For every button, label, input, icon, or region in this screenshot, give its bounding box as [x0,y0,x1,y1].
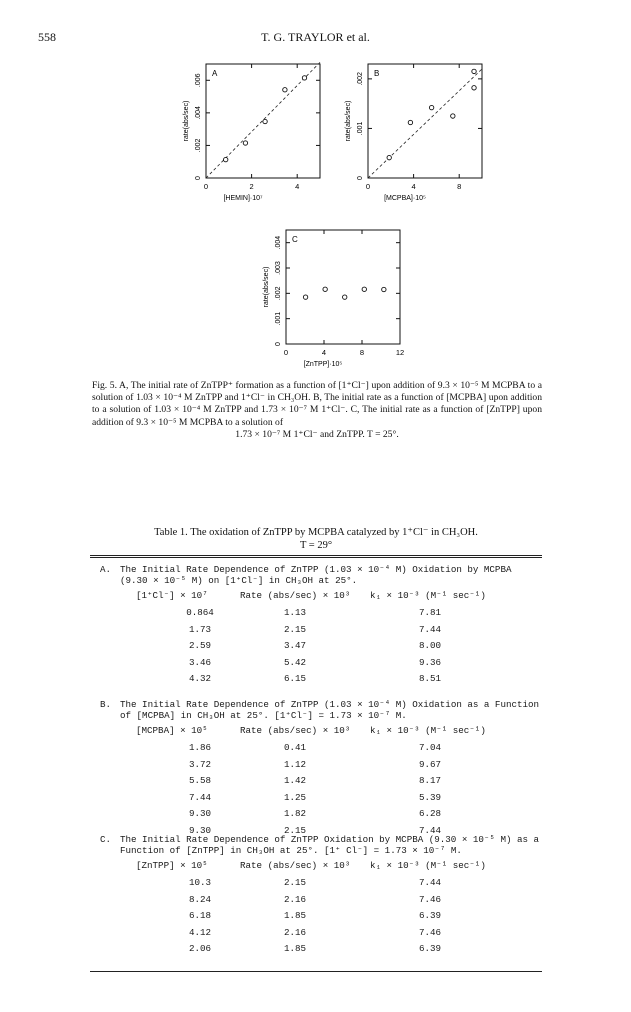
fit-line [368,69,482,178]
table-cell: 5.42 [283,656,307,668]
x-axis-label: [ZnTPP]·10⁵ [303,361,343,368]
chart-panel_b [345,64,482,202]
section-letter: B. [100,699,112,710]
table-cell: 1.42 [283,775,307,786]
data-point [263,119,267,123]
table-cell: 7.44 [418,877,442,888]
table-cell: 6.15 [283,673,307,684]
table-cell: 4.32 [188,673,212,684]
table-cell: 10.3 [188,877,212,888]
table-cell: 6.39 [418,910,442,921]
x-tick-label: 2 [249,182,254,191]
column-header: Rate (abs/sec) × 10³ [240,725,351,736]
table-cell: 2.06 [188,943,212,954]
data-point [223,157,227,161]
table-cell: 2.16 [283,926,307,938]
table-title: Table 1. The oxidation of ZnTPP by MCPBA catalyzed by 1⁺Cl⁻ in CH₃OH. [154,527,478,538]
table-cell: 7.44 [418,623,442,635]
table-cell: 9.30 [188,808,212,819]
x-tick-label: 0 [283,348,289,357]
x-tick-label: 8 [359,348,365,357]
table-cell: 1.25 [283,791,307,803]
section-heading: The Initial Rate Dependence of ZnTPP (1.03 × 10⁻⁴ M) Oxidation as a Function of [MCPBA] in CH₃OH at 25°. [1⁺Cl⁻] = 1.73 × 10⁻⁷ M. [120,699,540,721]
section-heading: The Initial Rate Dependence of ZnTPP (1.03 × 10⁻⁴ M) Oxidation by MCPBA (9.30 × 10⁻⁵ M) on [1⁺Cl⁻] in CH₃OH at 25°. [120,564,512,586]
y-tick-label: .001 [275,311,282,326]
plot-frame [286,230,400,344]
table-cell: 2.16 [283,893,307,905]
table-cell: 2.15 [283,877,307,888]
table-cell: 7.04 [418,742,442,753]
y-tick-label: 0 [275,342,282,346]
y-axis-label: rate(abs/sec) [263,266,270,308]
table-cell: 1.86 [188,742,212,753]
table-cell: 0.864 [186,607,214,618]
data-point [451,114,455,118]
table-cell: 7.46 [418,926,442,938]
table-cell: 2.59 [188,640,212,651]
chart-panel_a [183,62,320,202]
table-cell: 3.47 [283,640,307,651]
table-top-rule-2 [90,557,542,558]
y-tick-label: .002 [357,72,364,86]
y-tick-label: 0 [195,176,202,180]
table-cell: 5.58 [188,775,212,786]
table-cell: 1.85 [283,910,307,921]
table-cell: 6.39 [418,943,442,954]
data-point [302,76,306,80]
table-cell: 4.12 [188,926,212,938]
column-header: Rate (abs/sec) × 10³ [240,590,351,601]
table-cell: 9.36 [418,656,442,668]
table-cell: 7.44 [188,791,212,803]
table-subtitle: T = 29° [299,540,333,551]
table-cell: 5.39 [418,791,442,803]
table-cell: 7.46 [418,893,442,905]
y-tick-label: .003 [275,261,282,275]
figure-caption [92,380,542,441]
x-tick-label: 4 [295,182,300,191]
table-cell: 8.00 [418,640,442,651]
table-cell: 7.44 [418,824,442,836]
data-point [303,295,307,299]
table-cell: 8.24 [188,893,212,905]
table-cell: 1.12 [283,758,307,770]
column-header: [ZnTPP] × 10⁵ [136,860,208,871]
table-bottom-rule [90,971,542,972]
x-axis-label: [HEMIN]·10⁷ [223,195,263,202]
table-cell: 6.28 [418,808,442,819]
caption-last-line: 1.73 × 10⁻⁷ M 1⁺Cl⁻ and ZnTPP. T = 25°. [235,428,399,440]
table-cell: 2.15 [283,824,307,836]
y-tick-label: .002 [275,286,282,301]
y-tick-label: .002 [195,138,202,153]
table-cell: 9.30 [188,824,212,836]
data-point [387,155,391,159]
y-axis-label: rate(abs/sec) [183,100,190,142]
caption-text: Fig. 5. A, The initial rate of ZnTPP⁺ formation as a function of [1⁺Cl⁻] upon addition of 9.3 × 10⁻⁵ M MCPBA to a solution of 1.03 × 10⁻⁴ M ZnTPP and 1⁺Cl⁻ in CH₃OH. B, The initial rate as a function of [MCPBA] upon addition to a solution of 1.03 × 10⁻⁴ M ZnTPP and 1.73 × 10⁻⁷ M 1⁺Cl⁻. C, The initial rate as a function of [ZnTPP] upon addition of 9.3 × 10⁻⁵ M MCPBA to a solution of [92,380,542,428]
data-point [408,120,412,124]
table-cell: 6.18 [188,910,212,921]
column-header: [1⁺Cl⁻] × 10⁷ [136,590,208,601]
column-header: k₁ × 10⁻³ (M⁻¹ sec⁻¹) [370,725,486,736]
table-cell: 3.72 [188,758,212,770]
y-tick-label: .004 [195,106,202,120]
x-tick-label: 4 [321,348,327,357]
column-header: k₁ × 10⁻³ (M⁻¹ sec⁻¹) [370,590,486,601]
table-cell: 1.13 [283,607,307,618]
chart-panel_c [263,230,404,368]
plot-frame [368,64,482,178]
table-top-rule [90,555,542,556]
column-header: k₁ × 10⁻³ (M⁻¹ sec⁻¹) [370,860,486,871]
data-point [343,295,347,299]
section-heading: The Initial Rate Dependence of ZnTPP Oxidation by MCPBA (9.30 × 10⁻⁵ M) as a Function of [ZnTPP] in CH₃OH at 25°. [1⁺ Cl⁻] = 1.73 × 10⁻⁷ M. [120,834,540,856]
x-axis-label: [MCPBA]·10⁵ [384,195,426,202]
x-tick-label: 0 [365,182,371,191]
y-tick-label: .006 [195,73,202,88]
running-head: T. G. TRAYLOR et al. [261,30,370,44]
table-cell: 1.82 [283,808,307,819]
table-title-block [90,526,542,552]
table-cell: 7.81 [418,607,442,618]
column-header: [MCPBA] × 10⁵ [136,725,208,736]
figure-5 [0,0,631,380]
section-letter: C. [100,834,112,845]
table-cell: 1.85 [283,943,307,954]
x-tick-label: 12 [395,348,405,357]
panel-label: B [374,69,380,78]
y-tick-label: .004 [275,235,282,250]
data-point [283,88,287,92]
panel-label: A [212,69,218,78]
x-tick-label: 8 [457,182,462,191]
data-point [243,141,247,145]
panel-label: C [292,235,298,244]
x-tick-label: 4 [411,182,416,191]
y-tick-label: 0 [357,176,364,180]
data-point [472,69,476,73]
table-cell: 3.46 [188,656,212,668]
column-header: Rate (abs/sec) × 10³ [240,860,351,871]
x-tick-label: 0 [203,182,209,191]
page-number: 558 [38,30,56,44]
data-point [429,105,433,109]
y-axis-label: rate(abs/sec) [345,100,352,142]
data-point [323,287,327,291]
section-letter: A. [100,564,112,575]
data-point [382,287,386,291]
table-cell: 1.73 [188,623,212,635]
table-cell: 2.15 [283,623,307,635]
y-tick-label: .001 [357,121,364,136]
data-point [472,86,476,90]
table-cell: 8.51 [418,673,442,684]
data-point [362,287,366,291]
table-cell: 0.41 [283,742,307,753]
table-cell: 8.17 [418,775,442,786]
table-cell: 9.67 [418,758,442,770]
